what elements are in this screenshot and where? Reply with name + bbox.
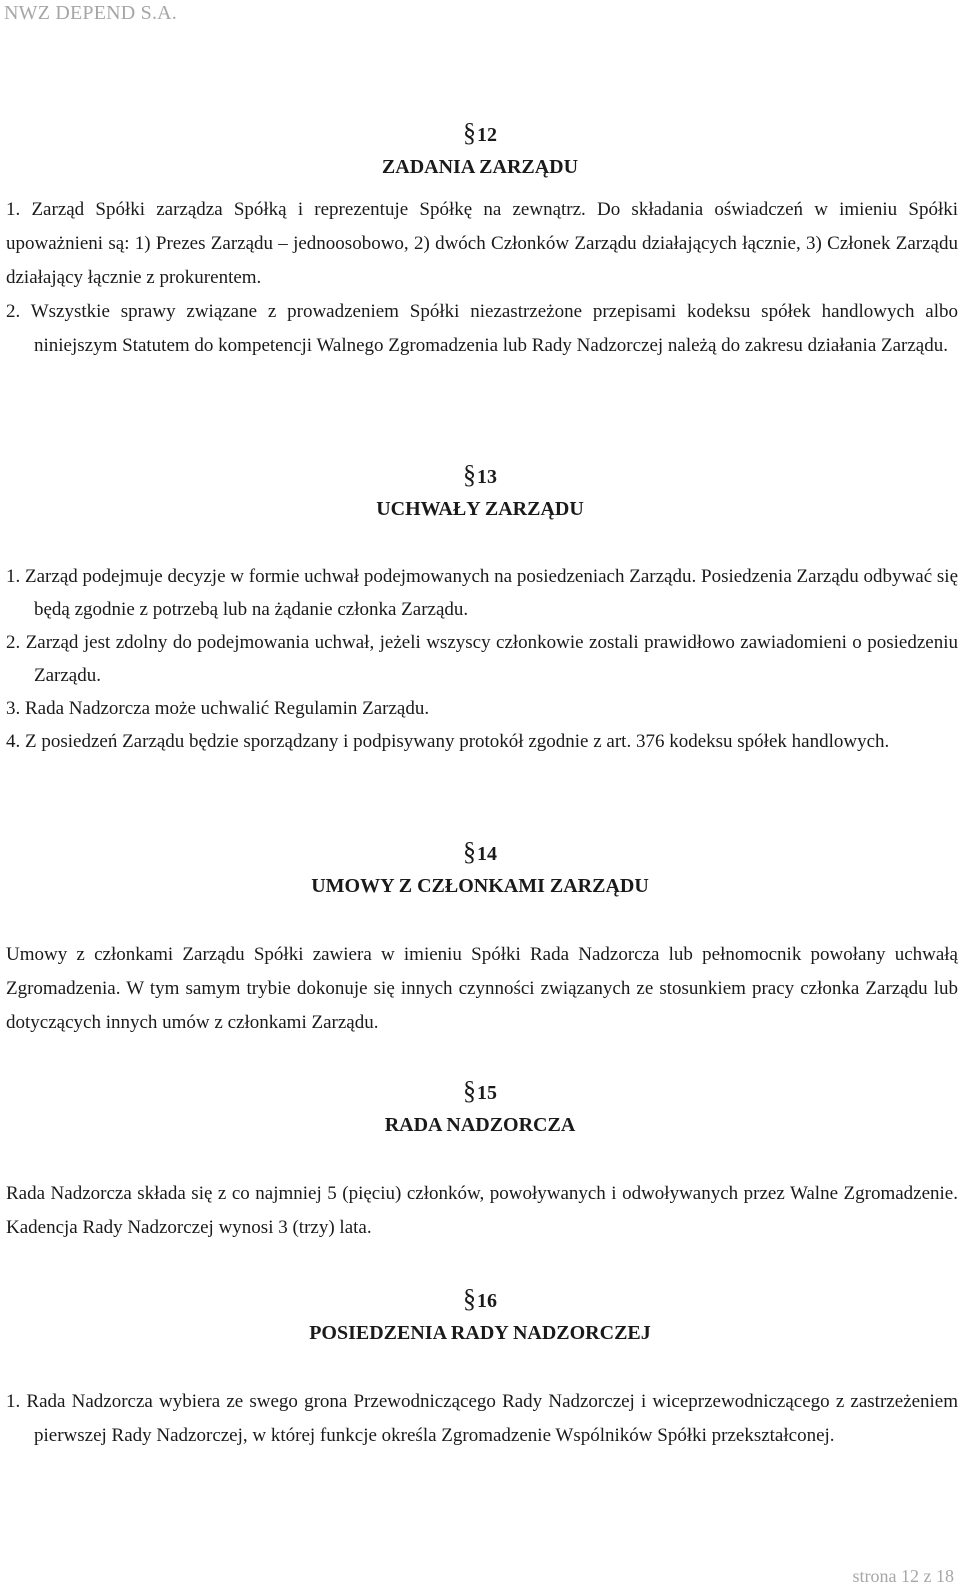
section-12-title: ZADANIA ZARZĄDU — [381, 156, 579, 178]
section-14-title: UMOWY Z CZŁONKAMI ZARZĄDU — [311, 875, 649, 897]
section-16-item-1: 1. Rada Nadzorcza wybiera ze swego grona Przewodniczącego Rady Nadzorczej i wiceprzewodniczącego z zastrzeżeniem pierwszej Rady Nadzorczej, w której funkcje określa Zgromadzenie Wspólników Spółki przekształconej. — [6, 1391, 958, 1446]
section-13-item-3: 3. Rada Nadzorcza może uchwalić Regulamin Zarządu. — [6, 698, 430, 719]
section-14-body — [6, 938, 958, 1040]
section-13-item-2: 2. Zarząd jest zdolny do podejmowania uchwał, jeżeli wszyscy członkowie zostali prawidłowo zawiadomieni o posiedzeniu Zarządu. — [6, 632, 958, 686]
section-sign-icon: § — [463, 837, 476, 866]
section-13-item-1: 1. Zarząd podejmuje decyzje w formie uchwał podejmowanych na posiedzeniach Zarządu. Posiedzenia Zarządu odbywać się będą zgodnie z potrzebą lub na żądanie członka Zarządu. — [6, 566, 958, 620]
section-16-body — [6, 1385, 958, 1453]
section-12-item-1: 1. Zarząd Spółki zarządza Spółką i reprezentuje Spółkę na zewnątrz. Do składania oświadczeń w imieniu Spółki upoważnieni są: 1) Prezes Zarządu – jednoosobowo, 2) dwóch Członków Zarządu działających łącznie, 3) Członek Zarządu działający łącznie z prokurentem. — [6, 199, 958, 288]
section-13-item-4: 4. Z posiedzeń Zarządu będzie sporządzany i podpisywany protokół zgodnie z art. 376 kodeksu spółek handlowych. — [6, 731, 890, 752]
document-header: NWZ DEPEND S.A. — [4, 2, 177, 24]
section-sign-icon: § — [463, 1076, 476, 1105]
section-number: 14 — [477, 843, 497, 865]
section-13-number — [0, 460, 960, 490]
section-13-title: UCHWAŁY ZARZĄDU — [376, 498, 584, 520]
section-number: 15 — [477, 1082, 497, 1104]
section-number: 12 — [477, 124, 497, 146]
section-12-number — [0, 118, 960, 148]
section-13-body — [6, 560, 958, 758]
section-12-item-2: 2. Wszystkie sprawy związane z prowadzeniem Spółki niezastrzeżone przepisami kodeksu spółek handlowych albo niniejszym Statutem do kompetencji Walnego Zgromadzenia lub Rady Nadzorczej należą do zakresu działania Zarządu. — [6, 301, 958, 356]
section-12-body — [6, 193, 958, 363]
section-sign-icon: § — [463, 1284, 476, 1313]
section-sign-icon: § — [463, 460, 476, 489]
section-number: 16 — [477, 1290, 497, 1312]
section-14-item-1: Umowy z członkami Zarządu Spółki zawiera w imieniu Spółki Rada Nadzorcza lub pełnomocnik powołany uchwałą Zgromadzenia. W tym samym trybie dokonuje się innych czynności związanych ze stosunkiem pracy członka Zarządu lub dotyczących innych umów z członkami Zarządu. — [6, 944, 958, 1033]
page-number-footer: strona 12 z 18 — [852, 1566, 954, 1586]
section-14-number — [0, 837, 960, 867]
section-number: 13 — [477, 466, 497, 488]
section-15-body — [6, 1177, 958, 1245]
section-16-title: POSIEDZENIA RADY NADZORCZEJ — [309, 1322, 651, 1344]
section-15-number — [0, 1076, 960, 1106]
section-sign-icon: § — [463, 118, 476, 147]
section-16-number — [0, 1284, 960, 1314]
section-15-item-1: Rada Nadzorcza składa się z co najmniej 5 (pięciu) członków, powoływanych i odwoływanych przez Walne Zgromadzenie. Kadencja Rady Nadzorczej wynosi 3 (trzy) lata. — [6, 1183, 958, 1238]
section-15-title: RADA NADZORCZA — [384, 1114, 576, 1136]
